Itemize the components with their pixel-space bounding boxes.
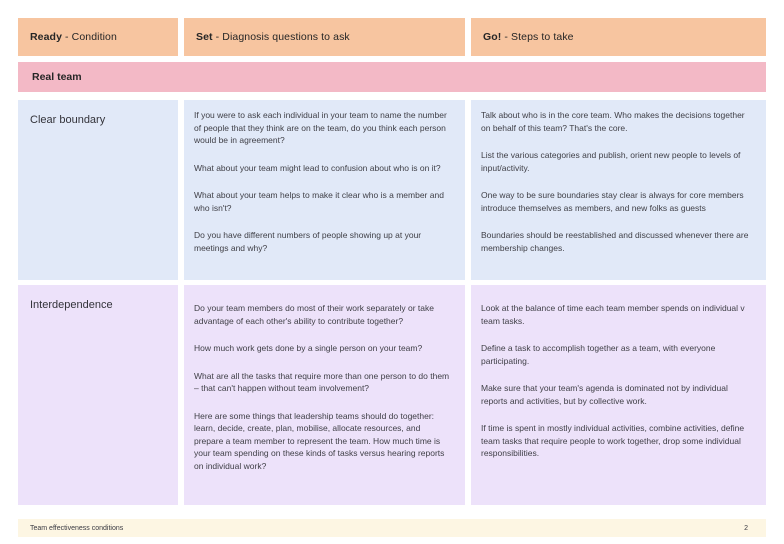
paragraph: Look at the balance of time each team member spends on individual v team tasks. xyxy=(481,303,745,326)
paragraph: How much work gets done by a single person on your team? xyxy=(194,343,423,353)
paragraph: Define a task to accomplish together as a team, with everyone participating. xyxy=(481,343,716,366)
paragraph: List the various categories and publish, orient new people to levels of input/activity. xyxy=(481,150,741,173)
paragraph: What about your team might lead to confusion about who is on it? xyxy=(194,162,441,173)
paragraph: Make sure that your team's agenda is dominated not by individual reports and activities, but by collective work. xyxy=(481,383,728,406)
paragraph: What about your team helps to make it clear who is a member and who isn't? xyxy=(194,190,444,213)
section-title: Real team xyxy=(32,71,82,83)
steps-to-take-interdependence xyxy=(471,285,766,505)
paragraph: If you were to ask each individual in your team to name the number of people that they think are on the team, do you think each person would be in agreement? xyxy=(194,110,447,145)
table-header-row xyxy=(18,18,766,56)
page-number: 2 xyxy=(744,524,748,532)
header-go-steps xyxy=(471,18,766,56)
header-set-diagnosis xyxy=(184,18,465,56)
paragraph: If time is spent in mostly individual activities, combine activities, define team tasks that require people to work together, drop some individual responsibilities. xyxy=(481,423,745,458)
paragraph: Do you have different numbers of people showing up at your meetings and why? xyxy=(194,230,422,253)
table-row-interdependence xyxy=(18,285,766,505)
header-ready-condition xyxy=(18,18,178,56)
footer-bar xyxy=(18,519,766,537)
header-set-rest: - Diagnosis questions to ask xyxy=(212,31,350,43)
paragraph: Here are some things that leadership teams should do together: learn, decide, create, plan, mobilise, allocate resources, and prepare a team member to represent the team. How much time is your team spending on these kinds of tasks versus hearing reports on individual work? xyxy=(194,410,445,471)
paragraph: Talk about who is in the core team. Who makes the decisions together on behalf of this team? That's the core. xyxy=(481,110,745,133)
condition-label-interdependence: Interdependence xyxy=(18,285,178,505)
condition-label-clear-boundary: Clear boundary xyxy=(18,100,178,280)
header-set-bold: Set xyxy=(196,31,213,43)
table-row-clear-boundary xyxy=(18,100,766,280)
paragraph: Boundaries should be reestablished and discussed whenever there are membership changes. xyxy=(481,230,749,253)
steps-to-take-clear-boundary xyxy=(471,100,766,280)
paragraph: What are all the tasks that require more than one person to do them – that can't happen without team involvement? xyxy=(194,370,450,393)
header-ready-bold: Ready xyxy=(30,31,63,43)
paragraph: One way to be sure boundaries stay clear is always for core members introduce themselves as members, and new folks as guests xyxy=(481,190,744,213)
footer-title: Team effectiveness conditions xyxy=(30,524,124,532)
header-go-rest: - Steps to take xyxy=(501,31,574,43)
paragraph: Do your team members do most of their work separately or take advantage of each other's ability to contribute together? xyxy=(194,303,434,326)
header-go-bold: Go! xyxy=(483,31,502,43)
header-ready-rest: - Condition xyxy=(62,31,117,43)
diagnosis-questions-interdependence xyxy=(184,285,465,505)
diagnosis-questions-clear-boundary xyxy=(184,100,465,280)
section-header-real-team xyxy=(18,62,766,92)
